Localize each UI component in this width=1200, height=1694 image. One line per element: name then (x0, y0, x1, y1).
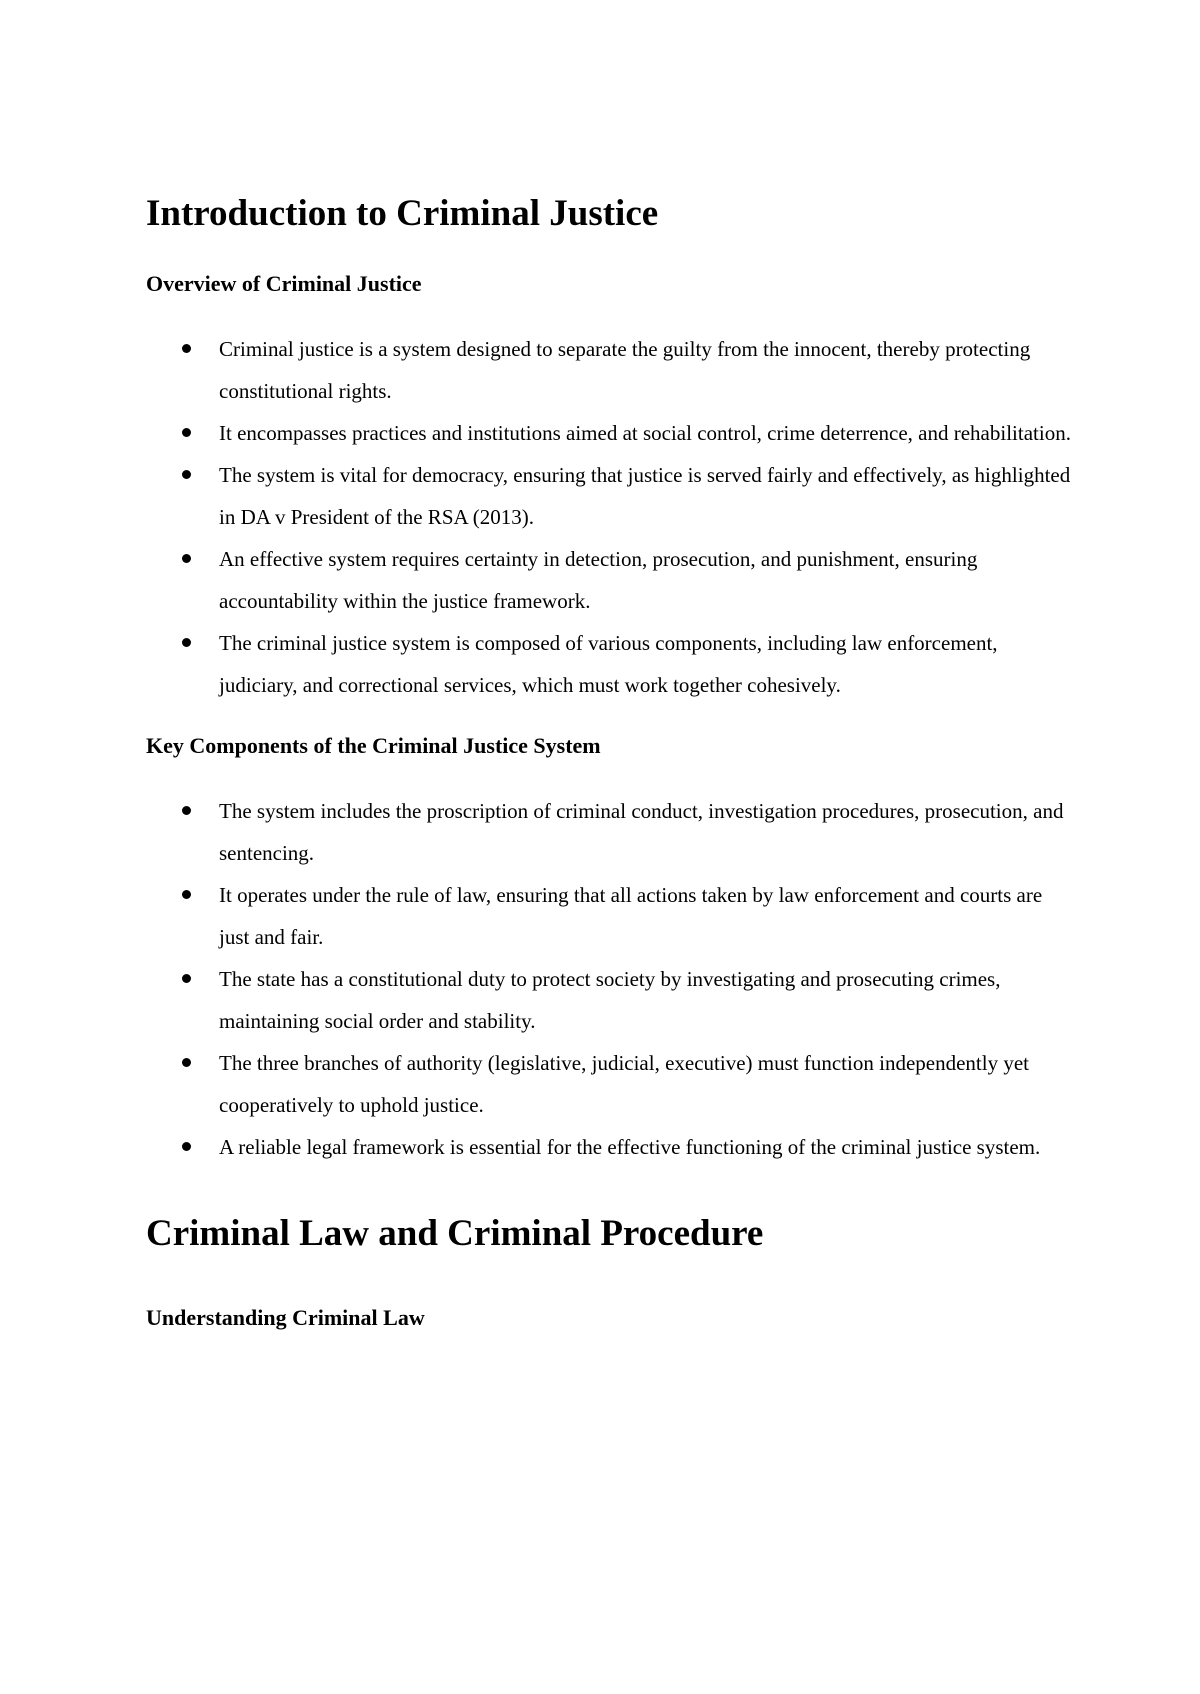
bullet-icon (182, 974, 191, 983)
section-title: Introduction to Criminal Justice (146, 193, 659, 234)
list-item (146, 412, 1076, 454)
section-title: Criminal Law and Criminal Procedure (146, 1213, 764, 1254)
subsection-heading: Overview of Criminal Justice (146, 271, 422, 296)
bullet-icon (182, 1142, 191, 1151)
list-item (146, 454, 1076, 538)
bullet-icon (182, 638, 191, 647)
list-item-text: The system includes the proscription of criminal conduct, investigation procedures, prosecution, and sentencing. (219, 799, 1064, 865)
list-item (146, 622, 1076, 706)
list-item (146, 958, 1076, 1042)
document-content (146, 192, 1076, 1332)
bullet-icon (182, 554, 191, 563)
list-item-text: The state has a constitutional duty to protect society by investigating and prosecuting crimes, maintaining social order and stability. (219, 967, 1001, 1033)
subsection-heading: Understanding Criminal Law (146, 1305, 425, 1330)
list-item (146, 790, 1076, 874)
list-item-text: The system is vital for democracy, ensuring that justice is served fairly and effectively, as highlighted in DA v President of the RSA (2013). (219, 463, 1071, 529)
bullet-icon (182, 890, 191, 899)
bullet-icon (182, 470, 191, 479)
bullet-list (146, 790, 1076, 1168)
bullet-icon (182, 428, 191, 437)
bullet-icon (182, 344, 191, 353)
bullet-list (146, 328, 1076, 706)
bullet-icon (182, 1058, 191, 1067)
list-item (146, 874, 1076, 958)
list-item-text: It encompasses practices and institutions aimed at social control, crime deterrence, and rehabilitation. (219, 421, 1071, 445)
subsection-heading: Key Components of the Criminal Justice System (146, 733, 601, 758)
list-item-text: An effective system requires certainty in detection, prosecution, and punishment, ensuring accountability within the justice framework. (219, 547, 978, 613)
list-item-text: A reliable legal framework is essential for the effective functioning of the criminal justice system. (219, 1135, 1041, 1159)
bullet-icon (182, 806, 191, 815)
list-item (146, 1126, 1076, 1168)
list-item (146, 538, 1076, 622)
list-item-text: Criminal justice is a system designed to separate the guilty from the innocent, thereby protecting constitutional rights. (219, 337, 1031, 403)
list-item-text: The criminal justice system is composed of various components, including law enforcement, judiciary, and correctional services, which must work together cohesively. (219, 631, 998, 697)
list-item-text: It operates under the rule of law, ensuring that all actions taken by law enforcement and courts are just and fair. (219, 883, 1043, 949)
list-item-text: The three branches of authority (legislative, judicial, executive) must function independently yet cooperatively to uphold justice. (219, 1051, 1029, 1117)
list-item (146, 328, 1076, 412)
list-item (146, 1042, 1076, 1126)
